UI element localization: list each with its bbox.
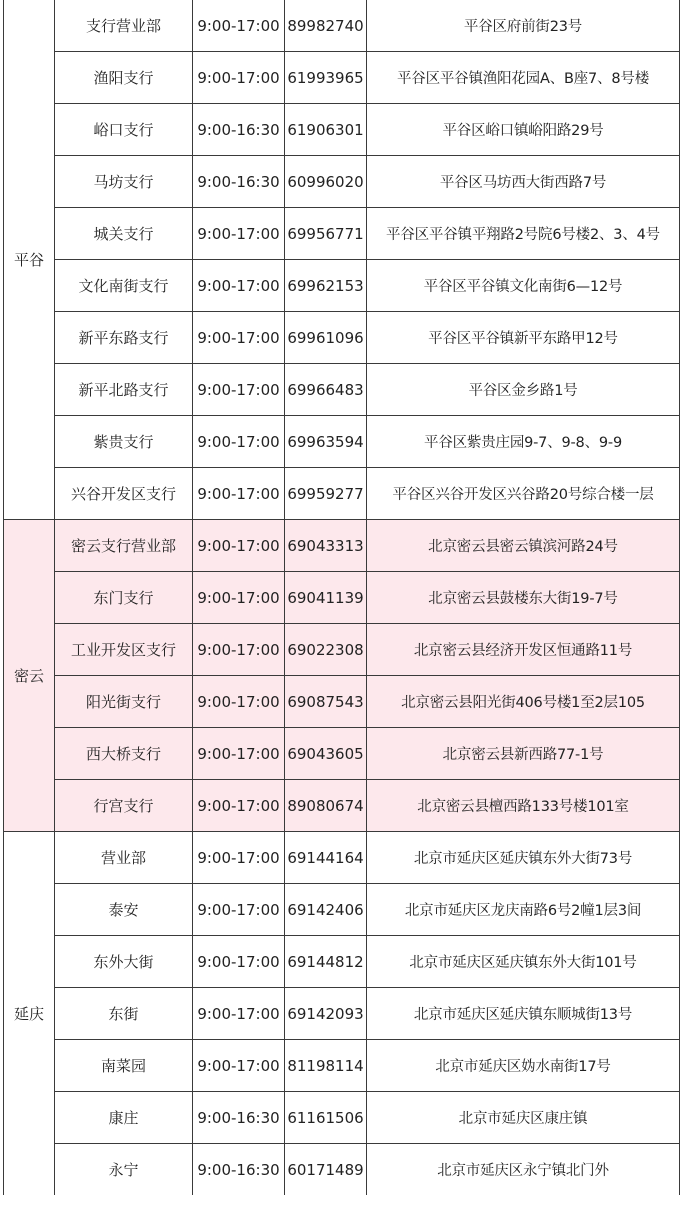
branch-name-cell: 永宁 [55,1144,193,1196]
phone-number-cell: 61161506 [285,1092,367,1144]
business-hours-cell: 9:00-17:00 [193,416,285,468]
table-row [4,0,680,52]
branch-name-cell: 城关支行 [55,208,193,260]
address-cell: 平谷区峪口镇峪阳路29号 [367,104,680,156]
business-hours-cell: 9:00-17:00 [193,832,285,884]
phone-number-cell: 69144812 [285,936,367,988]
phone-number-cell: 69959277 [285,468,367,520]
business-hours-cell: 9:00-17:00 [193,0,285,52]
branch-name-cell: 工业开发区支行 [55,624,193,676]
table-row [4,312,680,364]
address-cell: 北京市延庆区康庄镇 [367,1092,680,1144]
business-hours-cell: 9:00-16:30 [193,1092,285,1144]
business-hours-cell: 9:00-17:00 [193,624,285,676]
business-hours-cell: 9:00-17:00 [193,208,285,260]
phone-number-cell: 61906301 [285,104,367,156]
branch-name-cell: 行宫支行 [55,780,193,832]
phone-number-cell: 69144164 [285,832,367,884]
district-cell: 密云 [4,520,55,832]
table-row [4,624,680,676]
table-row [4,260,680,312]
branch-name-cell: 支行营业部 [55,0,193,52]
table-row [4,416,680,468]
phone-number-cell: 69043605 [285,728,367,780]
branch-name-cell: 西大桥支行 [55,728,193,780]
address-cell: 北京密云县檀西路133号楼101室 [367,780,680,832]
branch-name-cell: 渔阳支行 [55,52,193,104]
address-cell: 北京密云县新西路77-1号 [367,728,680,780]
phone-number-cell: 60171489 [285,1144,367,1196]
business-hours-cell: 9:00-17:00 [193,676,285,728]
table-row [4,936,680,988]
branch-table-body [4,0,680,1195]
branch-name-cell: 南菜园 [55,1040,193,1092]
table-row [4,364,680,416]
business-hours-cell: 9:00-17:00 [193,520,285,572]
business-hours-cell: 9:00-17:00 [193,728,285,780]
phone-number-cell: 81198114 [285,1040,367,1092]
branch-name-cell: 紫贵支行 [55,416,193,468]
phone-number-cell: 69022308 [285,624,367,676]
table-row [4,780,680,832]
address-cell: 平谷区平谷镇平翔路2号院6号楼2、3、4号 [367,208,680,260]
address-cell: 北京市延庆区永宁镇北门外 [367,1144,680,1196]
business-hours-cell: 9:00-17:00 [193,780,285,832]
business-hours-cell: 9:00-16:30 [193,104,285,156]
branch-name-cell: 文化南街支行 [55,260,193,312]
table-row [4,468,680,520]
branch-name-cell: 泰安 [55,884,193,936]
branch-name-cell: 东门支行 [55,572,193,624]
branch-name-cell: 东外大街 [55,936,193,988]
address-cell: 北京市延庆区延庆镇东外大街73号 [367,832,680,884]
business-hours-cell: 9:00-17:00 [193,936,285,988]
business-hours-cell: 9:00-17:00 [193,988,285,1040]
business-hours-cell: 9:00-17:00 [193,364,285,416]
table-row [4,884,680,936]
address-cell: 平谷区马坊西大街西路7号 [367,156,680,208]
branch-name-cell: 密云支行营业部 [55,520,193,572]
phone-number-cell: 69041139 [285,572,367,624]
table-row [4,104,680,156]
table-row [4,156,680,208]
branch-name-cell: 营业部 [55,832,193,884]
address-cell: 北京密云县密云镇滨河路24号 [367,520,680,572]
phone-number-cell: 69962153 [285,260,367,312]
address-cell: 平谷区兴谷开发区兴谷路20号综合楼一层 [367,468,680,520]
business-hours-cell: 9:00-17:00 [193,1040,285,1092]
business-hours-cell: 9:00-16:30 [193,1144,285,1196]
address-cell: 北京密云县鼓楼东大街19-7号 [367,572,680,624]
business-hours-cell: 9:00-17:00 [193,52,285,104]
table-row [4,208,680,260]
address-cell: 北京密云县经济开发区恒通路11号 [367,624,680,676]
phone-number-cell: 61993965 [285,52,367,104]
district-cell: 延庆 [4,832,55,1196]
address-cell: 北京市延庆区龙庆南路6号2幢1层3间 [367,884,680,936]
address-cell: 平谷区平谷镇文化南街6—12号 [367,260,680,312]
table-row [4,1092,680,1144]
address-cell: 平谷区府前街23号 [367,0,680,52]
business-hours-cell: 9:00-17:00 [193,884,285,936]
phone-number-cell: 89080674 [285,780,367,832]
table-row [4,988,680,1040]
table-row [4,1144,680,1196]
branch-name-cell: 新平东路支行 [55,312,193,364]
branch-name-cell: 阳光街支行 [55,676,193,728]
table-row [4,520,680,572]
table-row [4,832,680,884]
table-row [4,676,680,728]
branch-name-cell: 马坊支行 [55,156,193,208]
business-hours-cell: 9:00-17:00 [193,468,285,520]
address-cell: 北京密云县阳光街406号楼1至2层105 [367,676,680,728]
branch-name-cell: 兴谷开发区支行 [55,468,193,520]
address-cell: 北京市延庆区延庆镇东外大街101号 [367,936,680,988]
table-row [4,572,680,624]
business-hours-cell: 9:00-16:30 [193,156,285,208]
table-row [4,1040,680,1092]
district-cell: 平谷 [4,0,55,520]
phone-number-cell: 69956771 [285,208,367,260]
address-cell: 平谷区金乡路1号 [367,364,680,416]
address-cell: 北京市延庆区妫水南街17号 [367,1040,680,1092]
branch-name-cell: 康庄 [55,1092,193,1144]
phone-number-cell: 69966483 [285,364,367,416]
phone-number-cell: 69961096 [285,312,367,364]
phone-number-cell: 69963594 [285,416,367,468]
phone-number-cell: 60996020 [285,156,367,208]
address-cell: 平谷区紫贵庄园9-7、9-8、9-9 [367,416,680,468]
address-cell: 平谷区平谷镇渔阳花园A、B座7、8号楼 [367,52,680,104]
phone-number-cell: 69142406 [285,884,367,936]
branch-name-cell: 新平北路支行 [55,364,193,416]
phone-number-cell: 89982740 [285,0,367,52]
business-hours-cell: 9:00-17:00 [193,260,285,312]
business-hours-cell: 9:00-17:00 [193,572,285,624]
table-row [4,728,680,780]
address-cell: 北京市延庆区延庆镇东顺城街13号 [367,988,680,1040]
table-row [4,52,680,104]
phone-number-cell: 69142093 [285,988,367,1040]
branch-table [3,0,680,1195]
address-cell: 平谷区平谷镇新平东路甲12号 [367,312,680,364]
phone-number-cell: 69043313 [285,520,367,572]
phone-number-cell: 69087543 [285,676,367,728]
business-hours-cell: 9:00-17:00 [193,312,285,364]
branch-name-cell: 东街 [55,988,193,1040]
branch-name-cell: 峪口支行 [55,104,193,156]
